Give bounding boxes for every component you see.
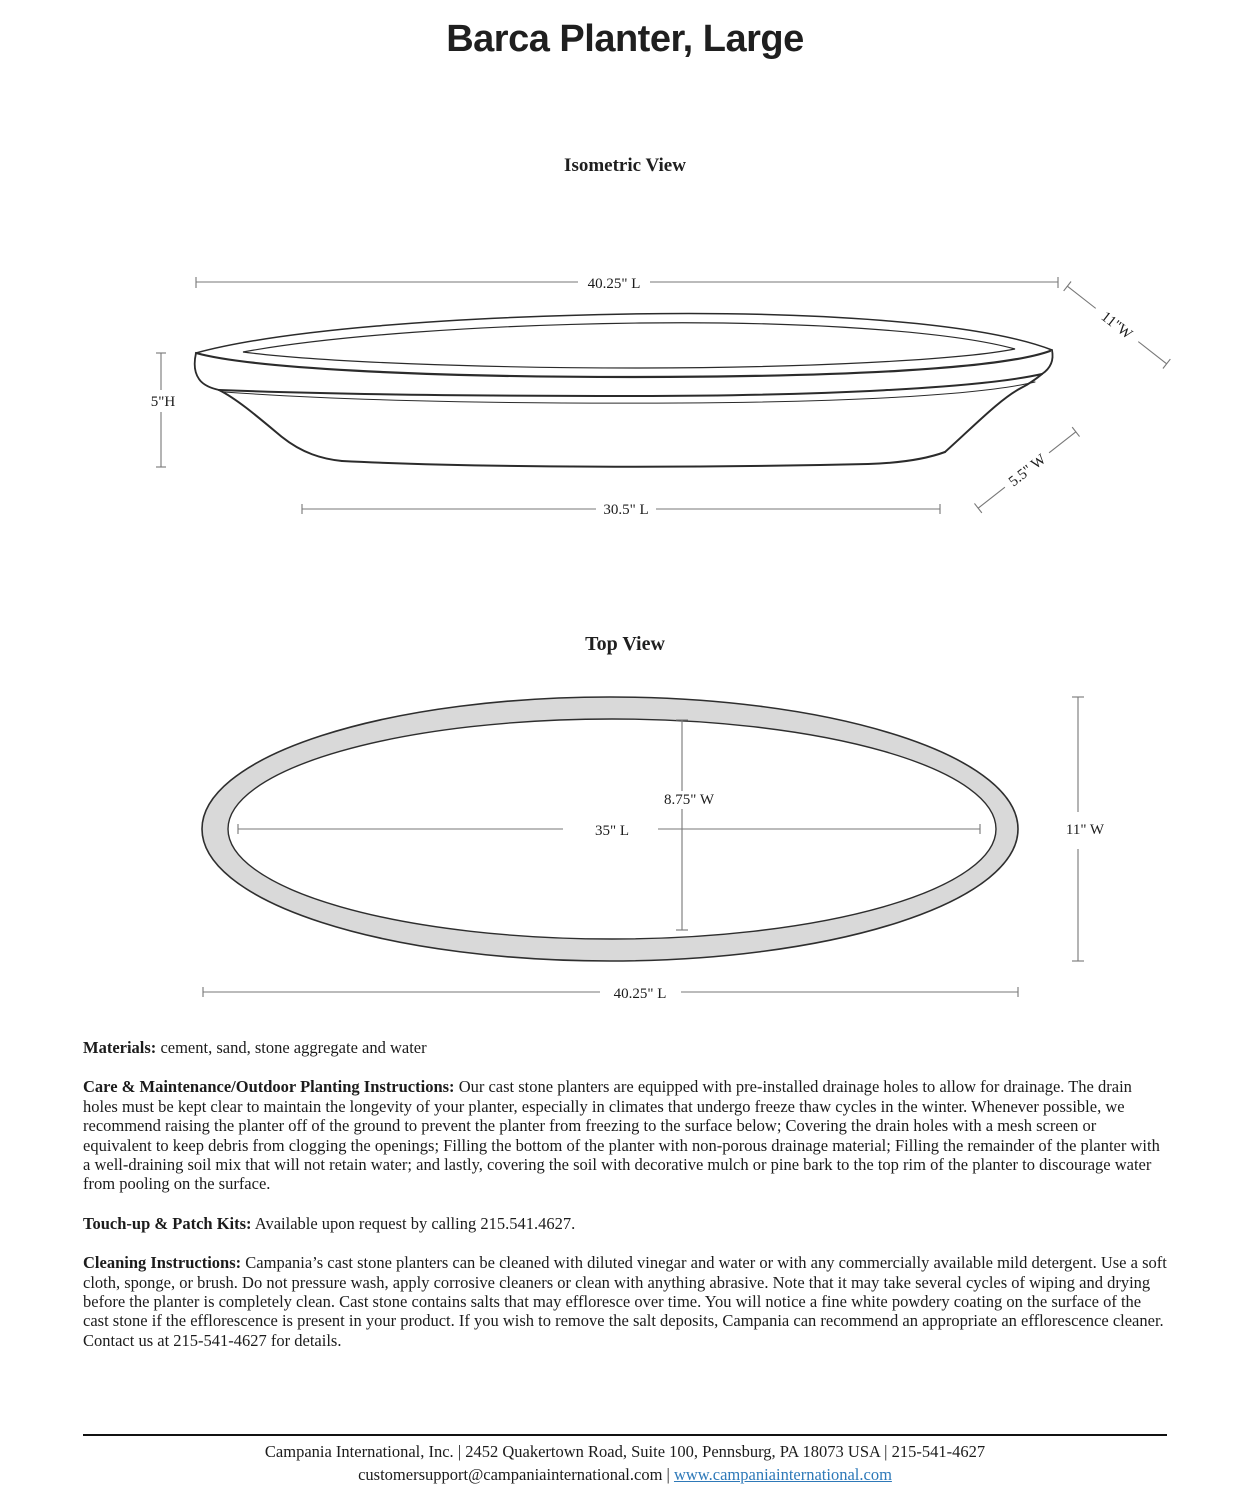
top-view-heading: Top View xyxy=(585,633,665,655)
cleaning-label: Cleaning Instructions: xyxy=(83,1253,242,1273)
materials-label: Materials: xyxy=(83,1038,157,1057)
care-text: Our cast stone planters are equipped with pre-installed drainage holes to allow for drainage. The drain holes must be kept clear to maintain the longevity of your planter, especially in climates that undergo freeze thaw cycles in the winter. Whenever possible, we recommend raising the planter off of the ground to prevent the planter from freezing to the surface below; Covering the drain holes with a mesh screen or equivalent to keep debris from clogging the openings; Filling the bottom of the planter with non-porous drainage material; Filling the remainder of the planter with a well-draining soil mix that will not retain water; and lastly, covering the soil with decorative mulch or pine bark to the top rim of the planter to discourage water from pooling on the surface. xyxy=(83,1077,1160,1194)
iso-dim-width-base-label: 5.5" W xyxy=(1005,451,1050,491)
top-view-drawing xyxy=(0,680,1250,1010)
iso-dim-width-rim xyxy=(1062,281,1171,371)
spec-text-block xyxy=(83,1038,1168,1350)
page-title: Barca Planter, Large xyxy=(446,18,804,60)
footer xyxy=(0,1440,1250,1486)
footer-separator: | xyxy=(666,1465,670,1484)
top-dim-length-inner-label: 35" L xyxy=(594,823,630,839)
top-dim-width-outer-label: 11" W xyxy=(1065,822,1105,838)
iso-dim-length-bottom-label: 30.5" L xyxy=(603,502,649,518)
top-dim-length-outer xyxy=(203,987,1018,997)
iso-dim-height-label: 5"H xyxy=(150,394,176,410)
materials-text: cement, sand, stone aggregate and water xyxy=(160,1038,427,1057)
touchup-paragraph xyxy=(83,1214,1168,1233)
iso-dim-width-rim-label: 11"W xyxy=(1097,308,1135,343)
footer-email: customersupport@campaniainternational.com xyxy=(358,1465,663,1484)
iso-dim-length-top-label: 40.25" L xyxy=(587,276,641,292)
footer-contact-line xyxy=(0,1463,1250,1486)
touchup-text: Available upon request by calling 215.541.4627. xyxy=(254,1213,576,1233)
isometric-view-heading: Isometric View xyxy=(564,155,686,176)
touchup-label: Touch-up & Patch Kits: xyxy=(83,1213,252,1233)
top-dim-width-inner-label: 8.75" W xyxy=(663,792,715,808)
isometric-drawing xyxy=(0,250,1250,540)
cleaning-paragraph xyxy=(83,1253,1168,1350)
care-label: Care & Maintenance/Outdoor Planting Instructions: xyxy=(83,1077,455,1097)
footer-divider xyxy=(83,1434,1167,1436)
cleaning-text: Campania’s cast stone planters can be cleaned with diluted vinegar and water or with any commercially available mild detergent. Use a soft cloth, sponge, or brush. Do not pressure wash, apply corrosive cleaners or clean with anything abrasive. Note that it may take several cycles of wiping and drying before the planter is completely clean. Cast stone contains salts that may effloresce over time. You will notice a fine white powdery coating on the surface of the cast stone if the efflorescence is present in your product. If you wish to remove the salt deposits, Campania can recommend an appropriate an efflorescence cleaner. Contact us at 215-541-4627 for details. xyxy=(83,1253,1167,1350)
care-paragraph xyxy=(83,1077,1168,1193)
materials-paragraph xyxy=(83,1038,1168,1057)
top-dim-length-outer-label: 40.25" L xyxy=(613,986,667,1002)
iso-dim-width-base xyxy=(974,426,1082,515)
planter-outline xyxy=(195,314,1053,467)
iso-dim-height xyxy=(156,353,166,467)
footer-address-line: Campania International, Inc. | 2452 Quakertown Road, Suite 100, Pennsburg, PA 18073 USA | 215-541-4627 xyxy=(264,1442,986,1461)
footer-website-link[interactable]: www.campaniainternational.com xyxy=(673,1465,892,1484)
